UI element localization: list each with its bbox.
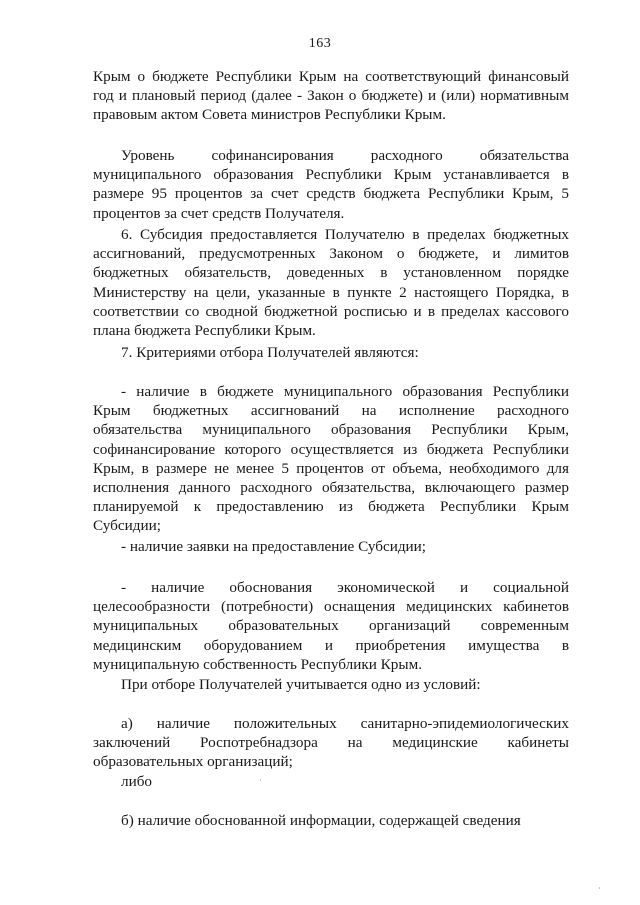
paragraph-continuation: Крым о бюджете Республики Крым на соответствующий финансовый год и плановый период (далее - Закон о бюджете) и (или) нормативным правовым актом Совета министров Республики Крым. [93, 68, 569, 124]
paragraph-7-criteria: 7. Критериями отбора Получателей являются: [121, 344, 419, 361]
paragraph-selection-conditions: При отборе Получателей учитывается одно из условий: [121, 676, 481, 693]
criterion-application: - наличие заявки на предоставление Субсидии; [121, 538, 427, 555]
paragraph-6-subsidy: 6. Субсидия предоставляется Получателю в пределах бюджетных ассигнований, предусмотренных Законом о бюджете, и лимитов бюджетных обязательств, доведенных в установленном порядке Министерству на цели, указанные в пункте 2 настоящего Порядка, в соответствии со сводной бюджетной росписью и в пределах кассового плана бюджета Республики Крым. [93, 226, 569, 340]
paragraph-cofinancing-level: Уровень софинансирования расходного обязательства муниципального образования Республики Крым устанавливается в размере 95 процентов за счет средств бюджета Республики Крым, 5 процентов за счет средств Получателя. [93, 147, 569, 222]
word-libo: либо [121, 773, 153, 790]
criterion-justification: - наличие обоснования экономической и социальной целесообразности (потребности) оснащения медицинских кабинетов муниципальных образовательных организаций современным медицинским оборудованием и приобретения имущества в муниципальную собственность Республики Крым. [93, 579, 569, 673]
scan-speck: · [598, 884, 601, 893]
condition-a: а) наличие положительных санитарно-эпидемиологических заключений Роспотребнадзора на медицинские кабинеты образовательных организаций; [93, 715, 569, 771]
criterion-budget-allocations: - наличие в бюджете муниципального образования Республики Крым бюджетных ассигнований на исполнение расходного обязательства муниципального образования Республики Крым, софинансирование которого осуществляется из бюджета Республики Крым, в размере не менее 5 процентов от объема, необходимого для исполнения данного расходного обязательства, включающего размер планируемой к предоставлению из бюджета Республики Крым Субсидии; [93, 383, 569, 535]
page-number: 163 [308, 36, 332, 51]
scan-speck: · [259, 776, 262, 785]
condition-b: б) наличие обоснованной информации, содержащей сведения [121, 812, 521, 829]
